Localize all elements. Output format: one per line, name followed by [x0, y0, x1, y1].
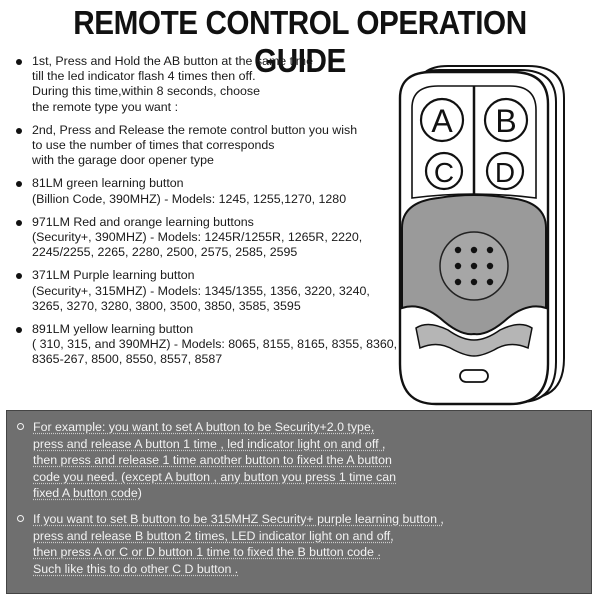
- step-line: the remote type you want :: [32, 99, 179, 114]
- step-line: 2nd, Press and Release the remote control button you wish: [32, 122, 358, 137]
- circle-bullet-icon: [17, 423, 24, 430]
- instruction-891lm: [14, 322, 398, 368]
- button-b-label: B: [495, 103, 517, 139]
- example-note-a: [7, 419, 396, 502]
- step-line: 8365-267, 8500, 8550, 8557, 8587: [32, 352, 223, 367]
- keyring-slot: [460, 370, 488, 382]
- instruction-81lm: [14, 176, 384, 206]
- button-c-label: C: [433, 157, 455, 188]
- step-line: (Billion Code, 390MHZ) - Models: 1245, 1255,1270, 1280: [32, 191, 347, 206]
- note-line: press and release B button 2 times, LED indicator light on and off,: [33, 528, 394, 543]
- note-line: Such like this to do other C D button .: [33, 561, 239, 576]
- step-line: to use the number of times that corresponds: [32, 138, 275, 153]
- note-line: If you want to set B button to be 315MHZ Security+ purple learning button ,: [33, 512, 444, 526]
- step-line: with the garage door opener type: [32, 153, 214, 168]
- example-notes-panel: [6, 410, 592, 594]
- instruction-step-2: [14, 123, 384, 169]
- instruction-list: [14, 54, 398, 376]
- step-line: 2245/2255, 2265, 2280, 2500, 2575, 2585, 2595: [32, 245, 298, 260]
- bullet-icon: [16, 128, 22, 134]
- step-line: 371LM Purple learning button: [32, 268, 195, 283]
- guide-title: REMOTE CONTROL OPERATION GUIDE: [73, 4, 527, 79]
- bullet-icon: [16, 59, 22, 65]
- step-line: 971LM Red and orange learning buttons: [32, 214, 254, 229]
- instruction-step-1: [14, 54, 384, 115]
- note-line: then press A or C or D button 1 time to fixed the B button code .: [33, 545, 381, 560]
- note-line: then press and release 1 time another button to fixed the A button: [33, 453, 392, 468]
- button-d-label: D: [494, 157, 516, 188]
- step-line: ( 310, 315, and 390MHZ) - Models: 8065, 8155, 8165, 8355, 8360,: [32, 337, 398, 352]
- step-line: 1st, Press and Hold the AB button at the same time: [32, 54, 314, 68]
- step-line: 3265, 3270, 3280, 3800, 3500, 3850, 3585, 3595: [32, 298, 301, 313]
- note-line: code you need. (except A button , any button you press 1 time can: [33, 469, 397, 484]
- bullet-icon: [16, 220, 22, 226]
- step-line: During this time,within 8 seconds, choose: [32, 84, 260, 99]
- step-line: (Security+, 315MHZ) - Models: 1345/1355, 1356, 3220, 3240,: [32, 283, 370, 298]
- step-line: (Security+, 390MHZ) - Models: 1245R/1255R, 1265R, 2220,: [32, 230, 363, 245]
- note-line: For example: you want to set A button to be Security+2.0 type,: [33, 420, 375, 434]
- note-line: fixed A button code): [33, 486, 142, 501]
- note-line: press and release A button 1 time , led indicator light on and off ,: [33, 436, 386, 451]
- bullet-icon: [16, 273, 22, 279]
- instruction-971lm: [14, 215, 384, 261]
- step-line: till the led indicator flash 4 times then off.: [32, 69, 256, 84]
- bullet-icon: [16, 181, 22, 187]
- instruction-371lm: [14, 268, 384, 314]
- example-note-b: [7, 511, 444, 577]
- bullet-icon: [16, 327, 22, 333]
- button-a-label: A: [431, 103, 453, 139]
- remote-control-illustration: [378, 58, 588, 408]
- circle-bullet-icon: [17, 515, 24, 522]
- step-line: 81LM green learning button: [32, 176, 184, 191]
- step-line: 891LM yellow learning button: [32, 322, 194, 337]
